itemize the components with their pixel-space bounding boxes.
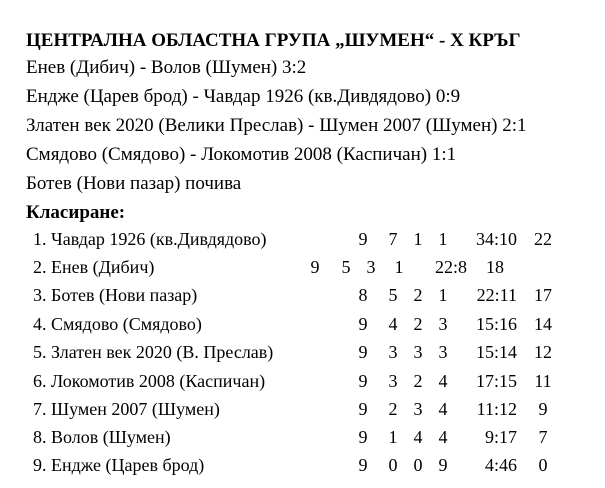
standings-played-cell: 9 [358, 427, 368, 447]
standings-won-cell: 4 [388, 314, 398, 334]
standings-team-cell: 9. Ендже (Царев брод) [33, 455, 205, 475]
standings-lost-cell: 3 [438, 314, 448, 334]
standings-lost-cell: 1 [394, 257, 404, 277]
standings-lost-cell: 4 [438, 427, 448, 447]
standings-played-cell: 9 [310, 257, 320, 277]
match-result: Ендже (Царев брод) - Чавдар 1926 (кв.Дивдядово) 0:9 [26, 86, 461, 107]
standings-team-cell: 7. Шумен 2007 (Шумен) [33, 399, 220, 419]
standings-won-cell: 7 [388, 229, 398, 249]
standings-goals-cell: 4:46 [484, 455, 517, 475]
standings-played-cell: 9 [358, 229, 368, 249]
standings-drawn-cell: 2 [413, 371, 423, 391]
standings-team-cell: 5. Златен век 2020 (В. Преслав) [33, 342, 274, 362]
standings-goals-cell: 9:17 [484, 427, 517, 447]
standings-row [0, 454, 605, 476]
standings-row [0, 228, 605, 250]
standings-row [0, 341, 605, 363]
standings-drawn-cell: 1 [413, 229, 423, 249]
standings-goals-cell: 15:14 [475, 342, 517, 362]
standings-points-cell: 7 [538, 427, 548, 447]
standings-goals-cell: 34:10 [475, 229, 517, 249]
standings-row [0, 256, 605, 278]
standings-team-cell: 8. Волов (Шумен) [33, 427, 171, 447]
standings-lost-cell: 1 [438, 285, 448, 305]
standings-drawn-cell: 2 [413, 285, 423, 305]
standings-row [0, 313, 605, 335]
standings-row [0, 426, 605, 448]
match-result: Смядово (Смядово) - Локомотив 2008 (Каспичан) 1:1 [26, 144, 457, 165]
standings-played-cell: 9 [358, 371, 368, 391]
standings-lost-cell: 3 [438, 342, 448, 362]
standings-lost-cell: 4 [438, 399, 448, 419]
standings-goals-cell: 22:11 [476, 285, 517, 305]
standings-lost-cell: 1 [438, 229, 448, 249]
standings-team-cell: 3. Ботев (Нови пазар) [33, 285, 198, 305]
standings-drawn-cell: 4 [413, 427, 423, 447]
standings-lost-cell: 9 [438, 455, 448, 475]
standings-drawn-cell: 3 [366, 257, 376, 277]
standings-points-cell: 14 [534, 314, 552, 334]
standings-team-cell: 4. Смядово (Смядово) [33, 314, 202, 334]
standings-goals-cell: 15:16 [475, 314, 517, 334]
standings-drawn-cell: 3 [413, 342, 423, 362]
standings-goals-cell: 17:15 [475, 371, 517, 391]
standings-points-cell: 9 [538, 399, 548, 419]
standings-points-cell: 0 [538, 455, 548, 475]
standings-played-cell: 9 [358, 314, 368, 334]
standings-won-cell: 3 [388, 371, 398, 391]
standings-played-cell: 9 [358, 342, 368, 362]
standings-played-cell: 9 [358, 399, 368, 419]
standings-lost-cell: 4 [438, 371, 448, 391]
standings-played-cell: 9 [358, 455, 368, 475]
standings-won-cell: 2 [388, 399, 398, 419]
standings-goals-cell: 22:8 [434, 257, 467, 277]
standings-points-cell: 18 [486, 257, 504, 277]
standings-row [0, 398, 605, 420]
match-result: Енев (Дибич) - Волов (Шумен) 3:2 [26, 57, 307, 78]
standings-heading: Класиране: [26, 202, 126, 223]
bye-notice: Ботев (Нови пазар) почива [26, 173, 242, 194]
standings-team-cell: 6. Локомотив 2008 (Каспичан) [33, 371, 266, 391]
standings-won-cell: 3 [388, 342, 398, 362]
standings-row [0, 284, 605, 306]
standings-won-cell: 5 [341, 257, 351, 277]
standings-row [0, 370, 605, 392]
standings-points-cell: 17 [534, 285, 552, 305]
standings-team-cell: 2. Енев (Дибич) [33, 257, 155, 277]
standings-drawn-cell: 2 [413, 314, 423, 334]
standings-won-cell: 0 [388, 455, 398, 475]
standings-points-cell: 22 [534, 229, 552, 249]
standings-points-cell: 11 [534, 371, 552, 391]
standings-won-cell: 5 [388, 285, 398, 305]
standings-points-cell: 12 [534, 342, 552, 362]
standings-goals-cell: 11:12 [476, 399, 517, 419]
standings-won-cell: 1 [388, 427, 398, 447]
standings-team-cell: 1. Чавдар 1926 (кв.Дивдядово) [33, 229, 267, 249]
standings-played-cell: 8 [358, 285, 368, 305]
match-result: Златен век 2020 (Велики Преслав) - Шумен 2007 (Шумен) 2:1 [26, 115, 527, 136]
standings-drawn-cell: 0 [413, 455, 423, 475]
round-title: ЦЕНТРАЛНА ОБЛАСТНА ГРУПА „ШУМЕН“ - X КРЪГ [26, 30, 521, 51]
standings-drawn-cell: 3 [413, 399, 423, 419]
